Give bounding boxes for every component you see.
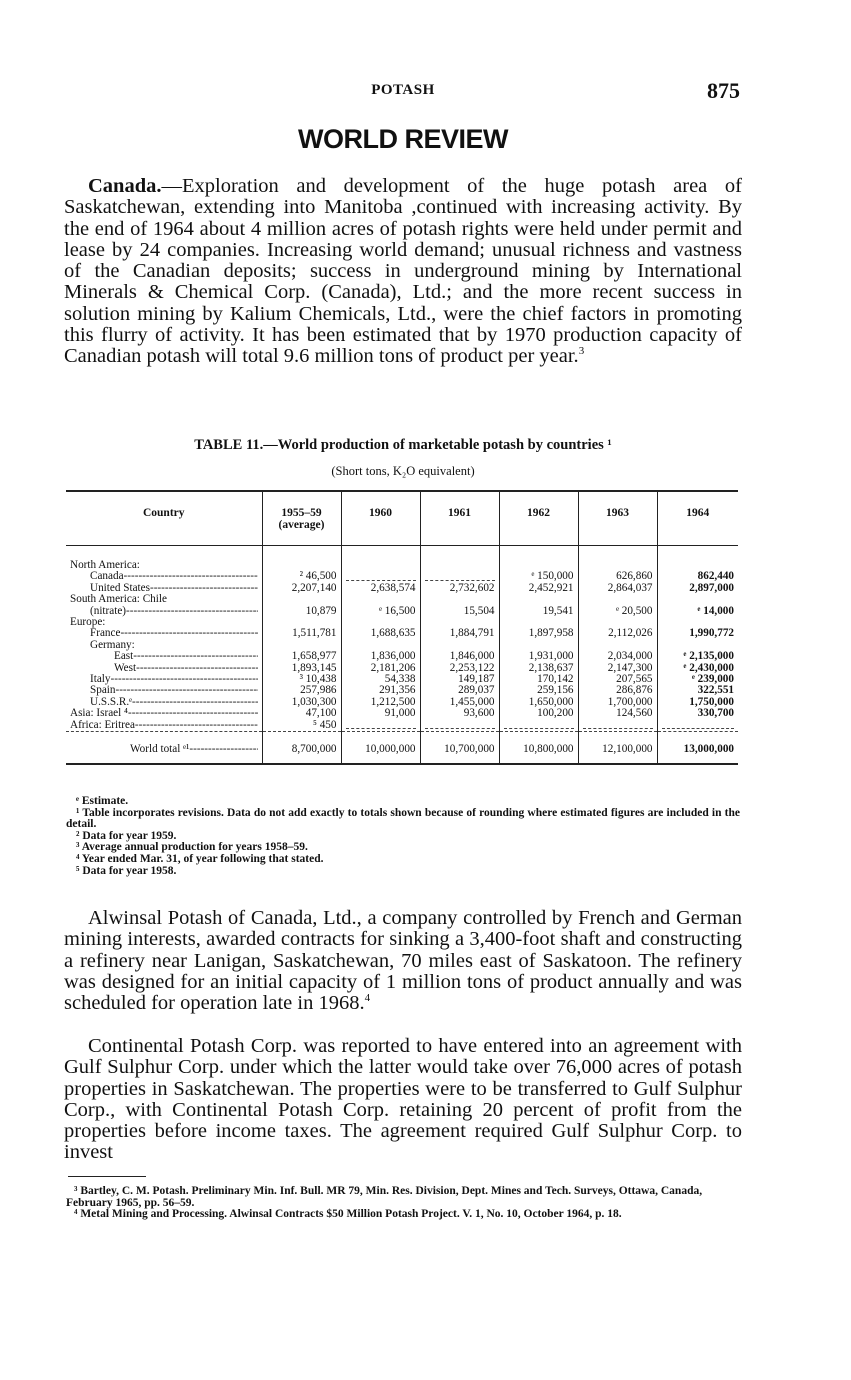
table-cell: 124,560 (578, 708, 657, 719)
table-note: ⁵ Data for year 1958. (76, 864, 177, 877)
table-cell (420, 560, 499, 571)
table-cell: 19,541 (499, 606, 578, 617)
table-cell: 330,700 (657, 708, 738, 719)
leader-dots (133, 651, 257, 662)
table-cell: 626,860 (578, 571, 657, 582)
table-cell: 170,142 (499, 674, 578, 685)
row-label-text: France (90, 628, 121, 640)
table-subtitle: (Short tons, K₂O equivalent) (331, 464, 475, 478)
table-cell: 1,750,000 (657, 697, 738, 708)
intro-lead: Canada. (88, 175, 162, 197)
row-label-text: (nitrate) (90, 605, 127, 617)
row-label-text: Canada (90, 571, 124, 583)
leader-dots (115, 685, 257, 696)
table-cell: 257,986 (262, 685, 341, 696)
table-cell (420, 594, 499, 605)
row-label-text: Italy (90, 674, 111, 686)
table-cell: 286,876 (578, 685, 657, 696)
table-cell: 1,990,772 (657, 628, 738, 639)
table-cell: 1,897,958 (499, 628, 578, 639)
table-cell: 10,879 (262, 606, 341, 617)
table-cell: 1,931,000 (499, 651, 578, 662)
table-cell: 1,511,781 (262, 628, 341, 639)
table-cell: 1,650,000 (499, 697, 578, 708)
continental-paragraph (64, 1036, 742, 1164)
intro-body: —Exploration and development of the huge potash area of Saskatchewan, extending into Manitoba ,continued with increasing activity. By the end of 1964 about 4 million acres of potash rights were held under permit and lease by 24 companies. Increasing world demand; unusual richness and vastness of the Canadian deposits; success in underground mining by International Minerals & Chemical Corp. (Canada), Ltd.; and the more recent success in solution mining by Kalium Chemicals, Ltd., were the chief factors in promoting this flurry of activity. It has been estimated that by 1970 production capacity of Canadian potash will total 9.6 million tons of product per year. (64, 175, 742, 368)
column-header: 1962 (499, 491, 578, 546)
row-label (66, 651, 262, 662)
row-label-text: Spain (90, 685, 116, 697)
table-title: TABLE 11.—World production of marketable potash by countries ¹ (194, 437, 612, 453)
table-row (66, 720, 738, 732)
table-note: ³ Average annual production for years 1958–59. (76, 841, 308, 854)
table-row (66, 651, 738, 662)
table-cell: 2,253,122 (420, 663, 499, 674)
column-header: 1955–59 (average) (262, 491, 341, 546)
leader-dots (126, 606, 257, 617)
row-label (66, 628, 262, 639)
table-spacer-row (66, 546, 738, 561)
leader-dots (132, 697, 257, 708)
table-cell (341, 720, 420, 732)
column-header: 1961 (420, 491, 499, 546)
table-note: ᵉ Estimate. (76, 795, 129, 807)
row-label (66, 560, 262, 571)
table-cell: ᵉ 16,500 (341, 606, 420, 617)
table-cell (499, 720, 578, 732)
table-cell: ᵉ 2,430,000 (657, 663, 738, 674)
total-cell: 13,000,000 (657, 732, 738, 765)
paragraph-body: Alwinsal Potash of Canada, Ltd., a company controlled by French and German mining interests, awarded contracts for sinking a 3,400-foot shaft and constructing a refinery near Lanigan, Saskatchewan, 70 miles east of Saskatoon. The refinery was designed for an initial capacity of 1 million tons of product annually and was scheduled for operation late in 1968. (64, 907, 742, 1015)
row-label-text: South America: Chile (70, 594, 167, 606)
row-label-text: Europe: (70, 617, 106, 629)
table-cell: 1,030,300 (262, 697, 341, 708)
table-cell: 1,212,500 (341, 697, 420, 708)
leader-dots (136, 663, 257, 674)
table-cell: 2,452,921 (499, 583, 578, 594)
table-cell: 91,000 (341, 708, 420, 719)
alwinsal-paragraph (64, 908, 742, 1014)
column-header: Country (142, 507, 185, 519)
row-label (66, 708, 262, 719)
table-cell: 2,207,140 (262, 583, 341, 594)
table-cell: ᵉ 14,000 (657, 606, 738, 617)
running-title: POTASH (371, 82, 435, 98)
table-cell: 1,700,000 (578, 697, 657, 708)
table-cell: 1,688,635 (341, 628, 420, 639)
paragraph-body: Continental Potash Corp. was reported to have entered into an agreement with Gulf Sulphur Corp. under which the latter would take over 76,000 acres of potash properties in Saskatchewan. The properties were to be transferred to Gulf Sulphur Corp., with Continental Potash Corp. retaining 20 percent of profit from the properties before income taxes. The agreement required Gulf Sulphur Corp. to invest (64, 1035, 742, 1164)
table-row (66, 628, 738, 639)
table-note: ² Data for year 1959. (76, 829, 177, 842)
total-cell: 10,800,000 (499, 732, 578, 765)
row-label (66, 571, 262, 582)
table-cell: 2,732,602 (420, 583, 499, 594)
table-row (66, 583, 738, 594)
table-cell: ² 46,500 (262, 571, 341, 582)
row-label (66, 583, 262, 594)
table-cell: 2,138,637 (499, 663, 578, 674)
row-label-text: Germany: (90, 639, 135, 651)
table-cell: 15,504 (420, 606, 499, 617)
table-notes (66, 796, 740, 877)
table-cell (262, 594, 341, 605)
row-label (66, 663, 262, 674)
column-header: 1963 (578, 491, 657, 546)
section-heading: WORLD REVIEW (298, 124, 508, 154)
row-label-text: East (114, 651, 134, 663)
table-cell: 1,846,000 (420, 651, 499, 662)
row-label (66, 720, 262, 732)
row-label (66, 685, 262, 696)
table-cell: 1,884,791 (420, 628, 499, 639)
intro-ref: 3 (578, 345, 585, 358)
total-cell: 10,000,000 (341, 732, 420, 765)
row-label-text: U.S.S.R.ᵉ (90, 696, 133, 708)
table-cell: 2,864,037 (578, 583, 657, 594)
table-total-row (66, 732, 738, 765)
table-cell: ᵉ 150,000 (499, 571, 578, 582)
table-cell (578, 594, 657, 605)
table-cell: 1,658,977 (262, 651, 341, 662)
table-cell: 862,440 (657, 571, 738, 582)
table-cell: ᵉ 239,000 (657, 674, 738, 685)
column-header: 1960 (341, 491, 420, 546)
leader-dots (124, 571, 258, 582)
intro-paragraph (64, 176, 742, 368)
total-label (66, 732, 262, 765)
table-cell: 322,551 (657, 685, 738, 696)
leader-dots (150, 583, 258, 594)
production-table (66, 490, 738, 765)
footnote: ⁴ Metal Mining and Processing. Alwinsal Contracts $50 Million Potash Project. V. 1, No. 10, October 1964, p. 18. (74, 1208, 622, 1221)
table-cell: 100,200 (499, 708, 578, 719)
table-cell: 1,893,145 (262, 663, 341, 674)
table-cell (657, 720, 738, 732)
table-row (66, 594, 738, 605)
running-header (66, 78, 740, 106)
table-cell (657, 594, 738, 605)
table-cell: 2,147,300 (578, 663, 657, 674)
row-label (66, 674, 262, 685)
table-note: ¹ Table incorporates revisions. Data do not add exactly to totals shown because of rounding where estimated figures are included in the detail. (66, 806, 740, 831)
table-row (66, 606, 738, 617)
table-cell (499, 594, 578, 605)
paragraph-ref: 4 (364, 992, 371, 1005)
footnote-rule (68, 1176, 146, 1177)
row-label-text: Asia: Israel ⁴ (70, 708, 128, 720)
table-body (66, 546, 738, 765)
table-cell: 2,638,574 (341, 583, 420, 594)
table-cell (341, 560, 420, 571)
total-label-text: World total ᵉ¹ (130, 743, 190, 756)
leader-dots (135, 720, 258, 731)
row-label-text: United States (90, 582, 150, 594)
table-cell: 2,034,000 (578, 651, 657, 662)
table-cell: 291,356 (341, 685, 420, 696)
table-cell: 149,187 (420, 674, 499, 685)
leader-dots (128, 708, 258, 719)
leader-dots (111, 674, 258, 685)
leader-dots (189, 735, 257, 763)
row-label-text: Africa: Eritrea (70, 719, 135, 731)
total-cell: 10,700,000 (420, 732, 499, 765)
row-label (66, 594, 262, 605)
table-cell: 47,100 (262, 708, 341, 719)
column-header: 1964 (657, 491, 738, 546)
footnotes (66, 1186, 740, 1221)
table-note: ⁴ Year ended Mar. 31, of year following that stated. (76, 852, 324, 865)
table-cell: 54,338 (341, 674, 420, 685)
row-label-text: North America: (70, 560, 140, 571)
leader-dots (120, 628, 257, 639)
table-cell: 2,112,026 (578, 628, 657, 639)
table-cell (578, 720, 657, 732)
table-cell: 1,836,000 (341, 651, 420, 662)
table-cell: 2,181,206 (341, 663, 420, 674)
total-cell: 12,100,000 (578, 732, 657, 765)
table-cell: ³ 10,438 (262, 674, 341, 685)
row-label (66, 606, 262, 617)
table-cell: 207,565 (578, 674, 657, 685)
table-row (66, 708, 738, 719)
table-cell: 93,600 (420, 708, 499, 719)
table-cell: 1,455,000 (420, 697, 499, 708)
page-number: 875 (707, 78, 740, 103)
table-cell (420, 720, 499, 732)
table-header-row (66, 491, 738, 546)
table-cell: 289,037 (420, 685, 499, 696)
table-cell: 2,897,000 (657, 583, 738, 594)
row-label (66, 640, 262, 651)
row-label (66, 697, 262, 708)
table-cell: 259,156 (499, 685, 578, 696)
table-cell: ᵉ 20,500 (578, 606, 657, 617)
total-cell: 8,700,000 (262, 732, 341, 765)
row-label (66, 617, 262, 628)
table-cell: ᵉ 2,135,000 (657, 651, 738, 662)
row-label-text: West (114, 662, 137, 674)
table-cell (341, 594, 420, 605)
footnote: ³ Bartley, C. M. Potash. Preliminary Min. Inf. Bull. MR 79, Min. Res. Division, Dept. Mines and Tech. Surveys, Ottawa, Canada, February 1965, pp. 56–59. (66, 1185, 703, 1209)
table-cell: ⁵ 450 (262, 720, 341, 732)
